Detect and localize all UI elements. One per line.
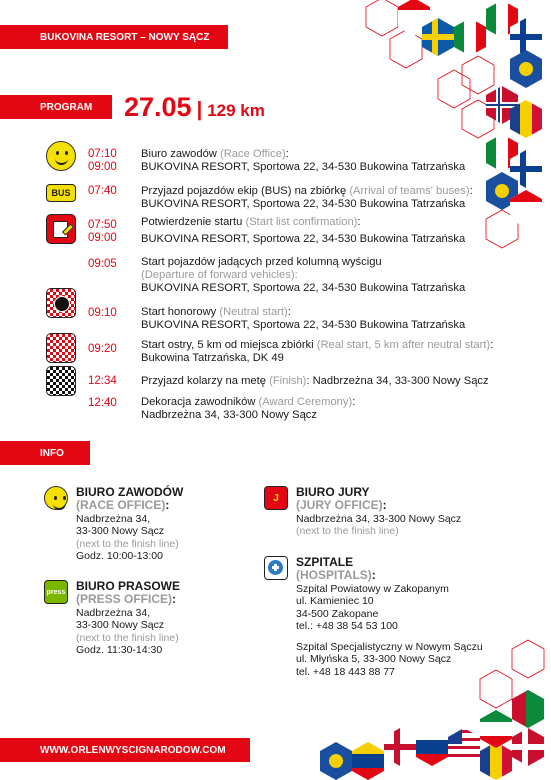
neutral-start-flag-icon	[46, 288, 76, 318]
venue-tab	[0, 25, 228, 49]
smiley-icon	[46, 141, 76, 171]
schedule-time: 07:40	[88, 185, 117, 197]
schedule-time: 12:34	[88, 375, 117, 387]
race-office-title: BIURO ZAWODÓW	[76, 485, 184, 499]
schedule-time: 09:20	[88, 343, 117, 355]
program-distance: 129 km	[207, 101, 265, 120]
schedule-time: 07:10	[88, 148, 117, 160]
finish-flag-icon	[46, 366, 76, 396]
schedule-description: Przyjazd pojazdów ekip (BUS) na zbiórkę (Arrival of teams' buses): BUKOVINA RESORT, Sportowa 22, 34-530 Bukowina Tatrzańska	[141, 185, 473, 210]
schedule-description: Przyjazd kolarzy na metę (Finish): Nadbrzeżna 34, 33-300 Nowy Sącz	[141, 375, 489, 387]
schedule-time: 12:40	[88, 397, 117, 409]
program-heading	[124, 92, 265, 123]
website-url[interactable]: WWW.ORLENWYSCIGNARODOW.COM	[40, 744, 226, 756]
press-icon: press	[44, 580, 68, 604]
real-start-flag-icon	[46, 333, 76, 363]
start-confirmation-icon	[46, 214, 76, 244]
website-link[interactable]	[0, 738, 250, 762]
program-page: BUKOVINA RESORT – NOWY SĄCZ PROGRAM 27.05 | 129 km 07:10 09:00 Biuro zawodów (Race Office): BUKOVINA RESORT, Sportowa 22, 34-530 Bukowina Tatrzańska BUS 07:40 Przyjazd pojazdów ekip (BUS) na zbiórkę (Arrival of teams' buses): BUKOVINA RESORT, Sportowa 22, 34-530 Bukowina Tatrzańska 07:50 09:00 Potwierdzenie startu (Start list confirmation): BUKOVINA RESORT, Sportowa 22, 34-530 Bukowina Tatrzańska 09:05 Start pojazdów jadących przed kolumną wyścigu (Departure of forward vehicles): BUKOVINA RESORT, Sportowa 22, 34-530 Bukowina Tatrzańska 09:10 Start honorowy (Neutral start): BUKOVINA RESORT, Sportowa 22, 34-530 Bukowina Tatrzańska 09:20 Start ostry, 5 km od miejsca zbiórki (Real start, 5 km after neutral start): Bukowina Tatrzańska, DK 49 12:34 Przyjazd kolarzy na metę (Finish): Nadbrzeżna 34, 33-300 Nowy Sącz 12:40 Dekoracja zawodników (Award Ceremony): Nadbrzeżna 34, 33-300 Nowy Sącz INFO BIURO ZAWODÓW (RACE OFFICE): Nadbrzeżna 34, 33-300 Nowy Sącz (next to the finish line) Godz. 10:00-13:00 press BIURO PRASOWE (PRESS OFFICE): Nadbrzeżna 34, 33-300 Nowy Sącz (next to the finish line) Godz. 11:30-14:30 J BIURO JURY (JURY OFFICE): Nadbrzeżna 34, 33-300 Nowy Sącz (next to the finish line) SZPITALE (HOSPITALS): Szpital Powiatowy w Zakopanym ul. Kamieniec 10 34-500 Zakopane tel.: +48 38 54 53 100 Szpital Specjalistyczny w Nowym Sączu ul. Młyńska 5, 33-300 Nowy Sącz tel. +48 18 443 88 77 WWW.ORLENWYSCIGNARODOW.COM	[0, 0, 551, 780]
schedule-description: Start pojazdów jadących przed kolumną wyścigu (Departure of forward vehicles): BUKOVINA RESORT, Sportowa 22, 34-530 Bukowina Tatrzańska	[141, 256, 466, 294]
schedule-time: 09:10	[88, 307, 117, 319]
program-tab	[0, 95, 112, 119]
schedule-description: Potwierdzenie startu (Start list confirmation): BUKOVINA RESORT, Sportowa 22, 34-530 Bukowina Tatrzańska	[141, 216, 466, 245]
program-separator: |	[196, 99, 203, 121]
info-tab	[0, 441, 90, 465]
smiley-icon	[44, 486, 68, 510]
schedule-time: 09:05	[88, 258, 117, 270]
hospital-cross-icon	[264, 556, 288, 580]
bus-icon: BUS	[46, 184, 76, 202]
schedule-description: Start ostry, 5 km od miejsca zbiórki (Real start, 5 km after neutral start): Bukowina Tatrzańska, DK 49	[141, 339, 494, 364]
program-label: PROGRAM	[40, 101, 93, 113]
press-office-title: BIURO PRASOWE	[76, 579, 181, 593]
schedule-time: 09:00	[88, 161, 117, 173]
venue-title: BUKOVINA RESORT – NOWY SĄCZ	[40, 31, 210, 43]
hospitals-title: SZPITALE	[296, 555, 354, 569]
info-label: INFO	[40, 447, 64, 459]
schedule-description: Biuro zawodów (Race Office): BUKOVINA RESORT, Sportowa 22, 34-530 Bukowina Tatrzańska	[141, 148, 466, 173]
schedule-time: 09:00	[88, 232, 117, 244]
jury-office-title: BIURO JURY	[296, 485, 370, 499]
jury-icon: J	[264, 486, 288, 510]
schedule-description: Start honorowy (Neutral start): BUKOVINA RESORT, Sportowa 22, 34-530 Bukowina Tatrzańska	[141, 306, 466, 331]
program-date: 27.05	[124, 92, 192, 122]
schedule-time: 07:50	[88, 219, 117, 231]
schedule-description: Dekoracja zawodników (Award Ceremony): Nadbrzeżna 34, 33-300 Nowy Sącz	[141, 396, 356, 421]
